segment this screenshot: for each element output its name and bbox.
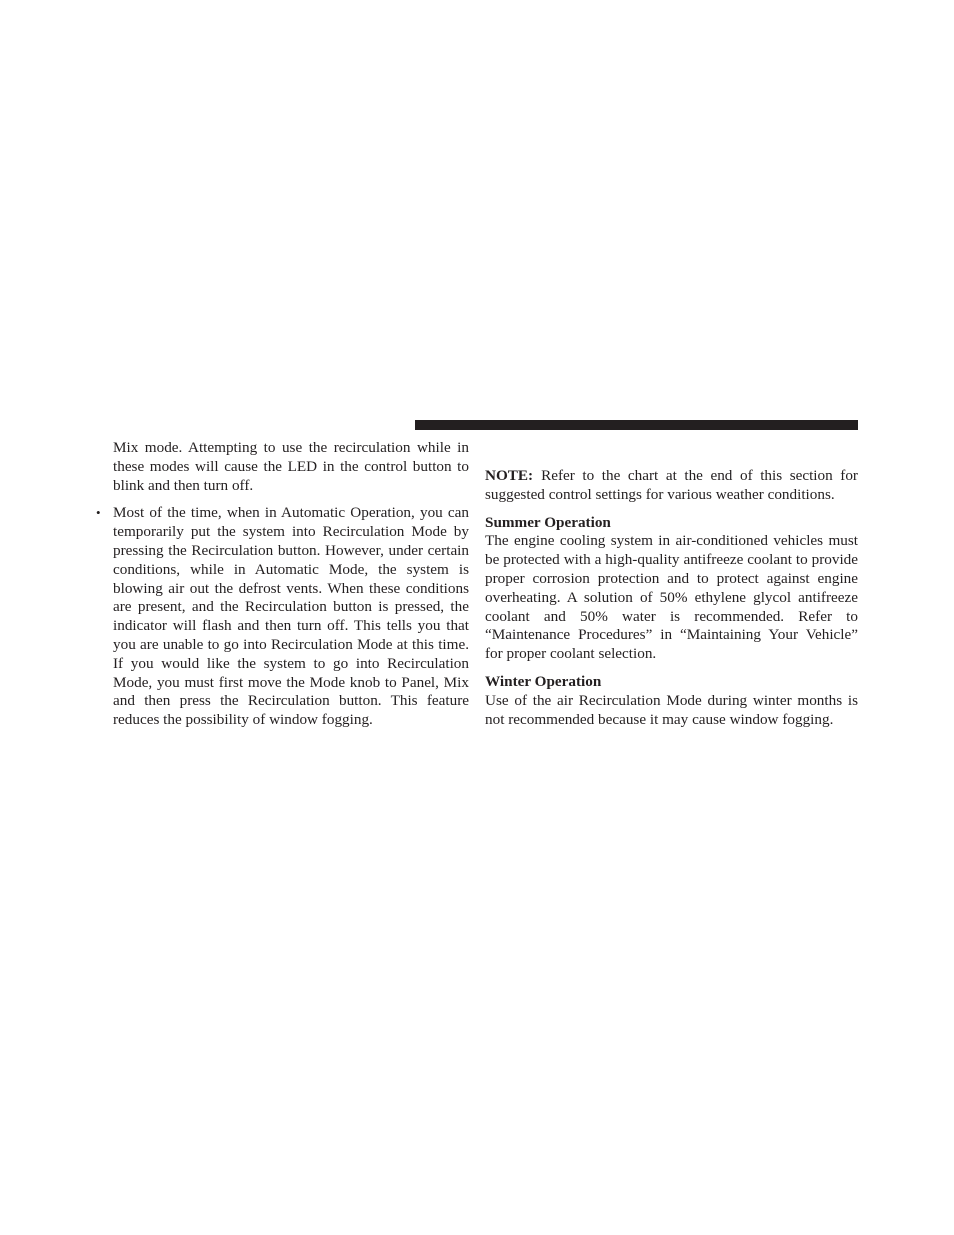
winter-operation-heading: Winter Operation bbox=[485, 672, 602, 690]
winter-operation-text: Use of the air Recirculation Mode during winter months is not recommended because it may cause window fogging. bbox=[485, 691, 858, 728]
note-text: Refer to the chart at the end of this section for suggested control settings for various weather conditions. bbox=[485, 467, 858, 503]
bullet-text: Most of the time, when in Automatic Operation, you can temporarily put the system into Recirculation Mode by pressing the Recirculation button. However, under certain conditions, while in Automatic Mode, the system is blowing air out the defrost vents. When these conditions are present, and the Recirculation button is pressed, the indicator will flash and then turn off. This tells you that you are unable to go into Recirculation Mode at this time. If you would like the system to go into Recirculation Mode, you must first move the Mode knob to Panel, Mix and then press the Recirculation button. This feature reduces the possibility of window fogging. bbox=[113, 504, 469, 729]
bullet-list-item bbox=[96, 504, 469, 730]
section-header-bar bbox=[415, 420, 858, 430]
summer-operation-heading: Summer Operation bbox=[485, 513, 611, 531]
continued-paragraph: Mix mode. Attempting to use the recirculation while in these modes will cause the LED in the control button to blink and then turn off. bbox=[113, 439, 469, 494]
left-column bbox=[96, 439, 469, 730]
note-label: NOTE: bbox=[485, 467, 534, 484]
summer-operation-text: The engine cooling system in air-conditioned vehicles must be protected with a high-quality antifreeze coolant to provide proper corrosion protection and to protect against engine overheating. A solution of 50% ethylene glycol antifreeze coolant and 50% water is recommended. Refer to “Maintenance Procedures” in “Maintaining Your Vehicle” for proper coolant selection. bbox=[485, 532, 858, 663]
note-paragraph bbox=[485, 467, 858, 505]
right-column bbox=[485, 467, 858, 729]
bullet-icon: • bbox=[96, 505, 101, 521]
